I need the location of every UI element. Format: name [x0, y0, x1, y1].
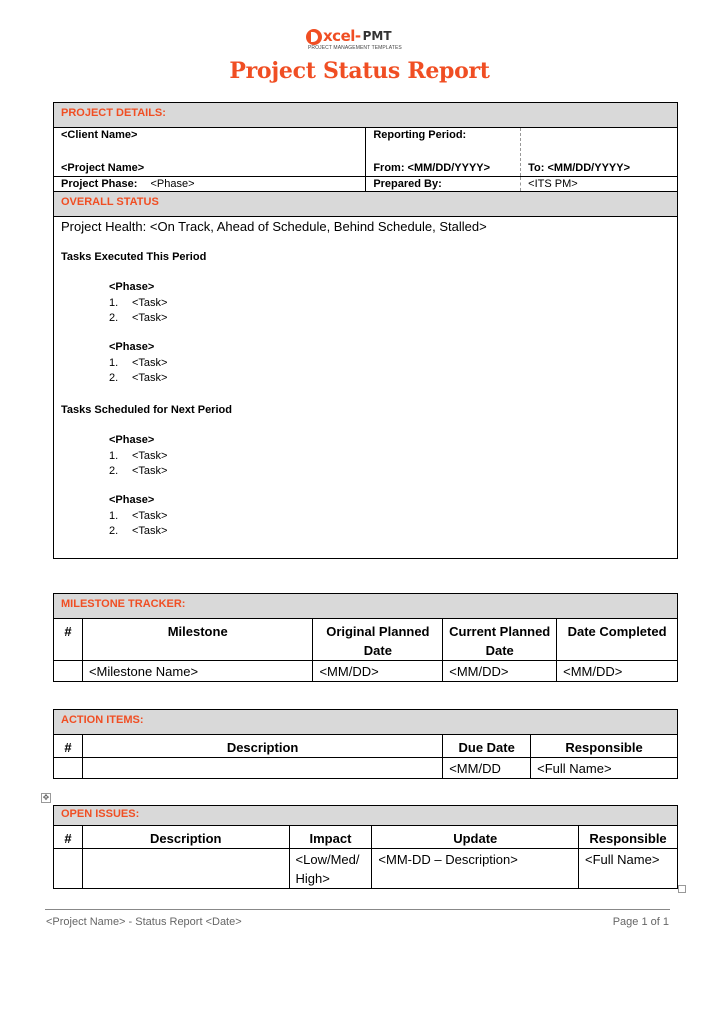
cell-original-date[interactable]: <MM/DD>: [313, 661, 443, 682]
footer-left-text: <Project Name> - Status Report <Date>: [46, 916, 242, 928]
reporting-period-label: Reporting Period:: [373, 129, 467, 141]
col-number: #: [54, 826, 83, 849]
col-responsible: Responsible: [531, 735, 678, 758]
project-phase-value: <Phase>: [150, 178, 195, 190]
open-issues-table: [53, 805, 678, 889]
scheduled-phase-block: [109, 434, 670, 477]
overall-status-header: OVERALL STATUS: [54, 192, 678, 217]
cell-number[interactable]: [54, 661, 83, 682]
client-project-cell[interactable]: [54, 128, 366, 177]
prepared-by-value[interactable]: <ITS PM>: [521, 177, 678, 192]
cell-number[interactable]: [54, 758, 83, 779]
col-update: Update: [372, 826, 579, 849]
phase-name: <Phase>: [109, 341, 155, 353]
task-item: 2. <Task>: [109, 372, 168, 384]
open-issues-header: OPEN ISSUES:: [54, 806, 678, 826]
col-due-date: Due Date: [443, 735, 531, 758]
project-phase-cell[interactable]: [54, 177, 366, 192]
col-number: #: [54, 619, 83, 661]
to-date: To: <MM/DD/YYYY>: [528, 162, 631, 174]
logo-suffix: PMT: [362, 29, 392, 43]
scheduled-phase-block: [109, 494, 670, 537]
project-health: Project Health: <On Track, Ahead of Schedule, Behind Schedule, Stalled>: [61, 219, 487, 234]
page-number: Page 1 of 1: [612, 916, 669, 928]
task-item: 2. <Task>: [109, 525, 168, 537]
project-details-header: PROJECT DETAILS:: [54, 103, 678, 128]
col-original-planned-date: Original Planned Date: [313, 619, 443, 661]
task-item: 2. <Task>: [109, 312, 168, 324]
cell-completed-date[interactable]: <MM/DD>: [557, 661, 678, 682]
logo-brand: xcel-: [323, 27, 361, 45]
footer-divider: [45, 909, 670, 910]
reporting-period-cell[interactable]: [366, 128, 521, 177]
prepared-by-label: Prepared By:: [366, 177, 521, 192]
project-details-table: [53, 102, 678, 559]
cell-update[interactable]: <MM-DD – Description>: [372, 849, 579, 889]
task-item: 1. <Task>: [109, 450, 168, 462]
cell-current-date[interactable]: <MM/DD>: [443, 661, 557, 682]
tasks-scheduled-heading: Tasks Scheduled for Next Period: [61, 404, 232, 416]
cell-number[interactable]: [54, 849, 83, 889]
project-name: <Project Name>: [61, 162, 145, 174]
cell-milestone[interactable]: <Milestone Name>: [82, 661, 313, 682]
col-description: Description: [82, 826, 289, 849]
task-item: 1. <Task>: [109, 297, 168, 309]
cell-description[interactable]: [82, 849, 289, 889]
phase-name: <Phase>: [109, 281, 155, 293]
executed-phase-block: [109, 281, 670, 324]
overall-status-cell[interactable]: [54, 217, 678, 559]
logo-tagline: PROJECT MANAGEMENT TEMPLATES: [308, 45, 402, 51]
executed-phase-block: [109, 341, 670, 384]
col-milestone: Milestone: [82, 619, 313, 661]
to-date-cell[interactable]: [521, 128, 678, 177]
col-current-planned-date: Current Planned Date: [443, 619, 557, 661]
task-item: 2. <Task>: [109, 465, 168, 477]
action-items-table: [53, 709, 678, 779]
table-move-handle-icon[interactable]: ✥: [42, 793, 50, 802]
project-phase-label: Project Phase:: [61, 178, 138, 190]
cell-responsible[interactable]: <Full Name>: [579, 849, 678, 889]
page-title: Project Status Report: [229, 58, 490, 84]
table-row: [54, 661, 678, 682]
tasks-executed-heading: Tasks Executed This Period: [61, 251, 207, 263]
milestone-tracker-table: [53, 593, 678, 682]
col-date-completed: Date Completed: [557, 619, 678, 661]
cell-description[interactable]: [82, 758, 442, 779]
cell-impact[interactable]: <Low/Med/High>: [289, 849, 372, 889]
phase-name: <Phase>: [109, 434, 155, 446]
col-description: Description: [82, 735, 442, 758]
client-name: <Client Name>: [61, 129, 138, 141]
task-item: 1. <Task>: [109, 357, 168, 369]
milestone-tracker-header: MILESTONE TRACKER:: [54, 594, 678, 619]
col-number: #: [54, 735, 83, 758]
phase-name: <Phase>: [109, 494, 155, 506]
from-date: From: <MM/DD/YYYY>: [373, 162, 491, 174]
cell-due-date[interactable]: <MM/DD: [443, 758, 531, 779]
cell-responsible[interactable]: <Full Name>: [531, 758, 678, 779]
col-impact: Impact: [289, 826, 372, 849]
action-items-header: ACTION ITEMS:: [54, 710, 678, 735]
col-responsible: Responsible: [579, 826, 678, 849]
task-item: 1. <Task>: [109, 510, 168, 522]
table-row: [54, 849, 678, 889]
table-resize-handle-icon[interactable]: [678, 885, 686, 893]
logo-mark-icon: [306, 29, 322, 45]
table-row: [54, 758, 678, 779]
excel-pmt-logo: [306, 28, 416, 54]
